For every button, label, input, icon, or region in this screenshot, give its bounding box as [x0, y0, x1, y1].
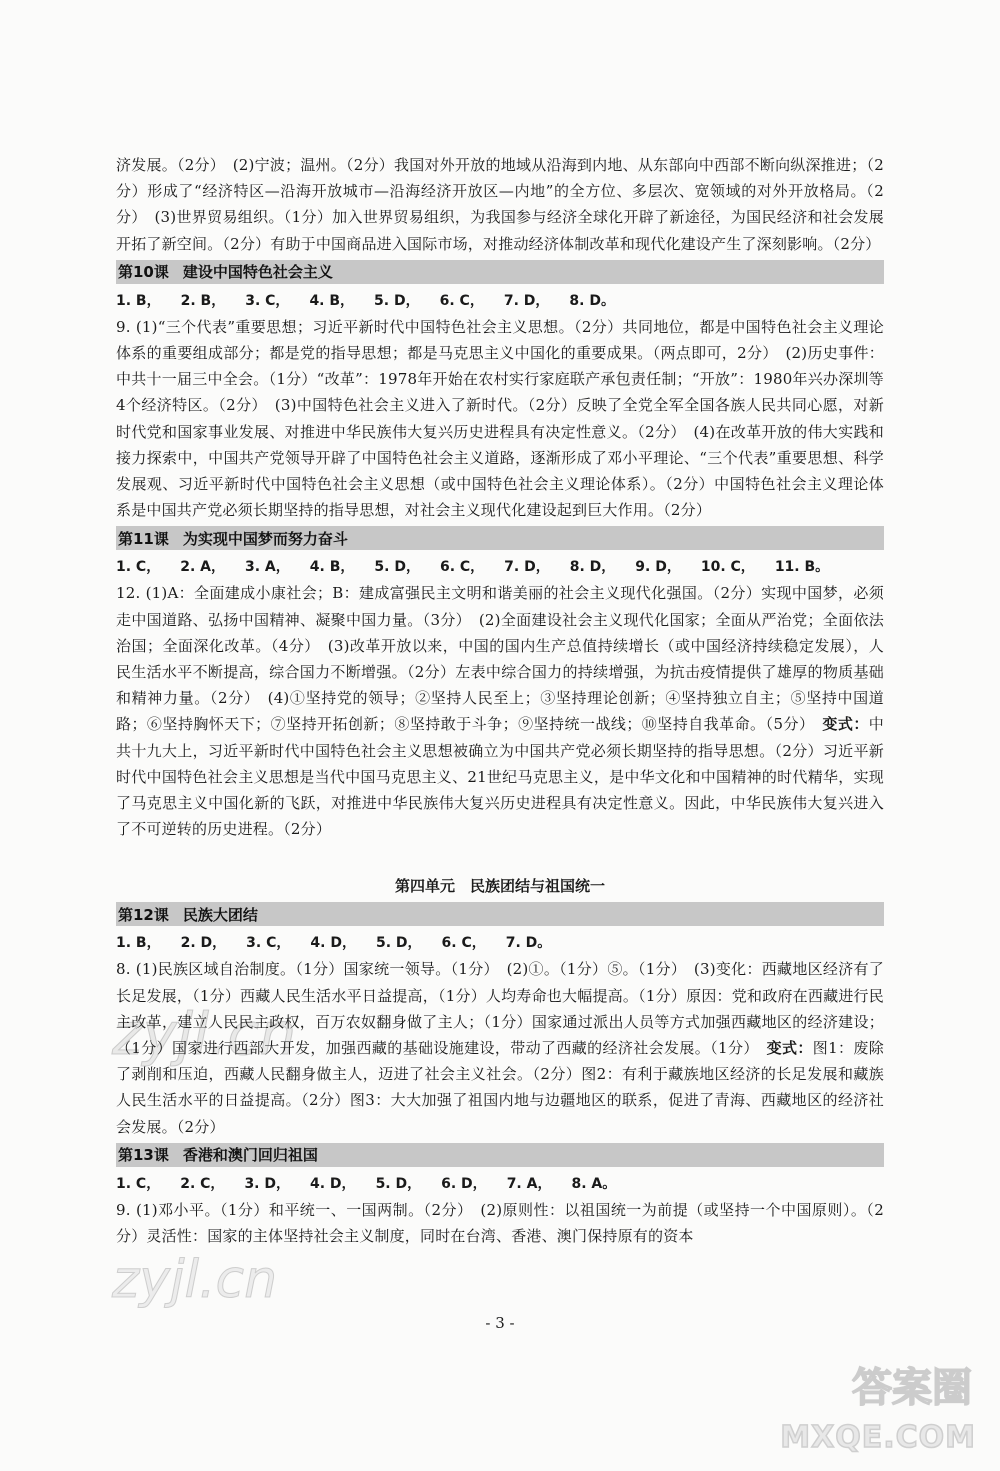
answer-item: 8. D， — [569, 559, 616, 576]
lesson-13-title: 香港和澳门回归祖国 — [182, 1146, 318, 1165]
answer-item: 1. C， — [116, 559, 161, 576]
variant-label: 变式： — [766, 1039, 813, 1058]
answer-item: 1. B， — [116, 935, 161, 952]
lesson-12-question-8 — [116, 956, 884, 1139]
answer-item: 4. B， — [309, 292, 355, 309]
answer-item: 6. C， — [441, 935, 486, 952]
answer-item: 7. A， — [506, 1175, 552, 1192]
lesson-12-number: 第12课 — [118, 905, 169, 924]
answer-item: 3. A， — [245, 559, 290, 576]
answer-item: 1. C， — [116, 1175, 161, 1192]
answer-item: 11. B。 — [774, 559, 830, 576]
lesson-13-answers — [116, 1171, 884, 1197]
answer-item: 9. D， — [635, 559, 681, 576]
answer-item: 2. B， — [180, 292, 226, 309]
lesson-11-answers — [116, 554, 884, 580]
lesson-10-header — [116, 260, 884, 284]
intro-paragraph: 济发展。（2分） (2)宁波；温州。（2分）我国对外开放的地域从沿海到内地、从东部向中西部不断向纵深推进；（2分）形成了“经济特区—沿海开放城市—沿海经济开放区—内地”的全方位、多层次、宽领域的对外开放格局。（2分） (3)世界贸易组织。（1分）加入世界贸易组织，为我国参与经济全球化开辟了新途径，为国民经济和社会发展开拓了新空间。（2分）有助于中国商品进入国际市场，对推动经济体制改革和现代化建设产生了深刻影响。（2分） — [116, 156, 884, 253]
answer-item: 5. D， — [375, 1175, 422, 1192]
answer-item: 2. C， — [180, 1175, 225, 1192]
watermark-site: MXQE.COM — [780, 1420, 976, 1455]
answer-item: 6. C， — [439, 559, 485, 576]
answer-item: 4. D， — [310, 1175, 356, 1192]
lesson-11-variant-text: 中共十九大上，习近平新时代中国特色社会主义思想被确立为中国共产党必须长期坚持的指导思想。（2分）习近平新时代中国特色社会主义思想是当代中国马克思主义、21世纪马克思主义，是中华文化和中国精神的时代精华，实现了马克思主义中国化新的飞跃，对推进中华民族伟大复兴历史进程具有决定性意义。因此，中华民族伟大复兴进入了不可逆转的历史进程。（2分） — [116, 715, 884, 839]
watermark-left: zyjl.cn — [112, 1000, 297, 1068]
answer-item: 8. D。 — [569, 292, 615, 309]
watermark-logo — [782, 1337, 982, 1457]
lesson-10-number: 第10课 — [118, 263, 169, 282]
lesson-10-question-9: 9. (1)“三个代表”重要思想；习近平新时代中国特色社会主义思想。（2分）共同地位，都是中国特色社会主义理论体系的重要组成部分；都是党的指导思想；都是马克思主义中国化的重要成果。（两点即可，2分） (2)历史事件：中共十一届三中全会。（1分）“改革”：1978年开始在农村实行家庭联产承包责任制；“开放”：1980年兴办深圳等4个经济特区。（2分） (3)中国特色社会主义进入了新时代。（2分）反映了全党全军全国各族人民共同心愿，对新时代党和国家事业发展、对推进中华民族伟大复兴历史进程具有决定性意义。（2分） (4)在改革开放的伟大实践和接力探索中，中国共产党领导开辟了中国特色社会主义道路，逐渐形成了邓小平理论、“三个代表”重要思想、科学发展观、习近平新时代中国特色社会主义思想（或中国特色社会主义理论体系）。（2分）中国特色社会主义理论体系是中国共产党必须长期坚持的指导思想，对社会主义现代化建设起到巨大作用。（2分） — [116, 317, 884, 520]
answer-item: 3. C， — [245, 292, 290, 309]
lesson-12-header — [116, 902, 884, 926]
answer-item: 5. D， — [374, 559, 420, 576]
answer-item: 7. D， — [503, 292, 550, 309]
lesson-13-question-9: 9. (1)邓小平。（1分）和平统一、一国两制。（2分） (2)原则性：以祖国统一为前提（或坚持一个中国原则）。（2分）灵活性：国家的主体坚持社会主义制度，同时在台湾、香港、澳门保持原有的资本 — [116, 1200, 884, 1246]
unit-4-title: 第四单元 民族团结与祖国统一 — [394, 877, 605, 896]
answer-item: 4. B， — [309, 559, 355, 576]
answer-item: 8. A。 — [571, 1175, 617, 1192]
answer-item: 7. D。 — [505, 935, 552, 952]
lesson-11-question-12 — [116, 580, 884, 842]
lesson-12-answers — [116, 930, 884, 956]
answer-item: 10. C， — [700, 559, 755, 576]
answer-item: 5. D， — [375, 935, 422, 952]
lesson-12-title: 民族大团结 — [182, 905, 258, 924]
lesson-11-title: 为实现中国梦而努力奋斗 — [182, 529, 348, 548]
watermark-title: 答案圈 — [852, 1365, 972, 1411]
lesson-11-header — [116, 526, 884, 550]
answer-item: 7. D， — [504, 559, 550, 576]
answer-item: 6. C， — [439, 292, 484, 309]
answer-item: 1. B， — [116, 292, 161, 309]
answer-item: 4. D， — [310, 935, 356, 952]
answer-item: 3. C， — [246, 935, 291, 952]
lesson-12-variant-text: 图1：废除了剥削和压迫，西藏人民翻身做主人，迈进了社会主义社会。（2分）图2：有利于藏族地区经济的长足发展和藏族人民生活水平的日益提高。（2分）图3：大大加强了祖国内地与边疆地区的联系，促进了青海、西藏地区的经济社会发展。（2分） — [116, 1039, 884, 1136]
answer-item: 3. D， — [244, 1175, 290, 1192]
answer-item: 2. A， — [180, 559, 225, 576]
variant-label: 变式： — [822, 715, 869, 734]
page-number: - 3 - — [485, 1314, 515, 1332]
lesson-13-header — [116, 1143, 884, 1167]
lesson-12-text-main: 8. (1)民族区域自治制度。（1分）国家统一领导。（1分） (2)①。（1分）⑤。（1分） (3)变化：西藏地区经济有了长足发展，（1分）西藏人民生活水平日益提高，（1分）人均寿命也大幅提高。（1分）原因：党和政府在西藏进行民主改革，建立人民民主政权，百万农奴翻身做了主人；（1分）国家通过派出人员等方式加强西藏地区的经济建设；（1分）国家进行西部大开发，加强西藏的基础设施建设，带动了西藏的经济社会发展。（1分） — [116, 960, 884, 1058]
answer-content — [116, 152, 884, 1249]
lesson-10-title: 建设中国特色社会主义 — [182, 263, 333, 282]
answer-item: 2. D， — [180, 935, 227, 952]
watermark-left-lower: zyjl.cn — [112, 1250, 278, 1310]
lesson-10-answers — [116, 288, 884, 314]
lesson-13-number: 第13课 — [118, 1146, 169, 1165]
lesson-11-text-main: 12. (1)A：全面建成小康社会；B：建成富强民主文明和谐美丽的社会主义现代化强国。（2分）实现中国梦，必须走中国道路、弘扬中国精神、凝聚中国力量。（3分） (2)全面建设社会主义现代化国家；全面从严治党；全面依法治国；全面深化改革。（4分） (3)改革开放以来，中国的国内生产总值持续增长（或中国经济持续稳定发展），人民生活水平不断提高，综合国力不断增强。（2分）左表中综合国力的持续增强，为抗击疫情提供了雄厚的物质基础和精神力量。（2分） (4)①坚持党的领导；②坚持人民至上；③坚持理论创新；④坚持独立自主；⑤坚持中国道路；⑥坚持胸怀天下；⑦坚持开拓创新；⑧坚持敢于斗争；⑨坚持统一战线；⑩坚持自我革命。（5分） — [116, 584, 884, 734]
answer-item: 5. D， — [374, 292, 420, 309]
lesson-11-number: 第11课 — [118, 529, 169, 548]
answer-item: 6. D， — [441, 1175, 487, 1192]
